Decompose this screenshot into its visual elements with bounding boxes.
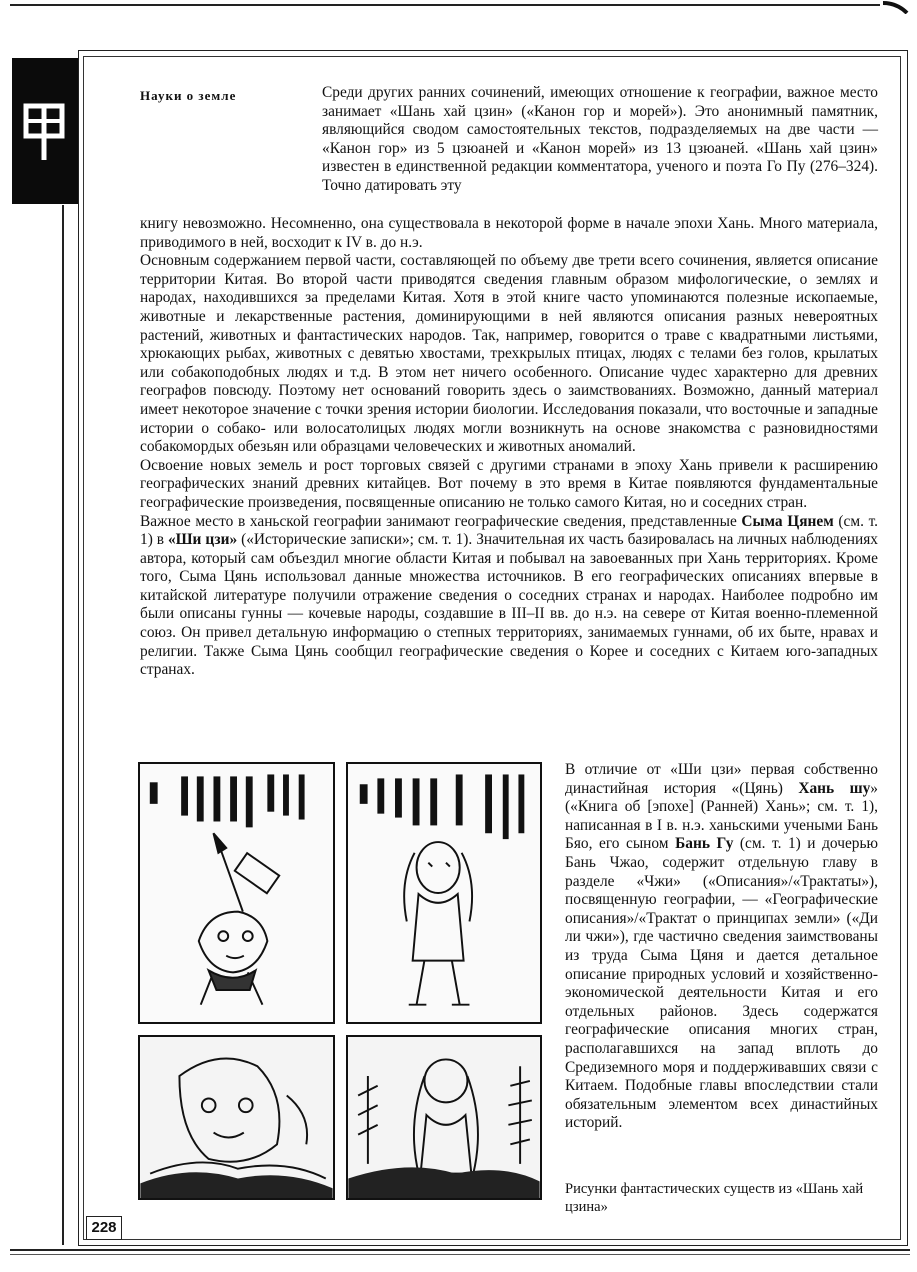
paragraph-4	[140, 513, 878, 680]
page-number: 228	[86, 1216, 122, 1240]
illustration-seated-headless-figure	[138, 1035, 335, 1200]
bottom-rule-thin	[10, 1254, 910, 1255]
paragraph-1-cont: книгу невозможно. Несомненно, она существовала в некоторой форме в начале эпохи Хань. Много материала, приводимого в ней, восходит к IV в. до н.э.	[140, 215, 878, 251]
paragraph-5	[565, 761, 878, 1133]
p5-text: В отличие от «Ши цзи» первая собственно династийная история «(Цянь)	[565, 761, 878, 797]
long-eared-figure-woodcut-icon	[348, 764, 540, 1022]
bottom-rule	[10, 1249, 910, 1251]
term-sima-qian: Сыма Цянем	[741, 512, 834, 530]
section-heading: Науки о земле	[140, 88, 237, 103]
figure-caption: Рисунки фантастических существ из «Шань хай цзина»	[565, 1181, 864, 1215]
margin-rule	[62, 205, 64, 1245]
long-eared-figure-seated-woodcut-icon	[348, 1037, 540, 1198]
illustration-long-eared-figure	[346, 762, 542, 1024]
side-column	[565, 761, 878, 1133]
paragraph-2: Основным содержанием первой части, составляющей по объему две трети всего сочинения, является описание территории Китая. Во второй части приводятся сведения главным образом мифологические, о землях и народах, находившихся за пределами Китая. Хотя в этой книге часто упоминаются полезные ископаемые, животные и лекарственные растения, доминирующими в ней являются описания разных невероятных растений, животных и фантастических народов. Так, например, говорится о траве с квадратными листьями, хрюкающих рыбах, животных с девятью хвостами, трехкрылых птицах, людях с телами без голов, крылатых или собакоподобных людях и т.д. В этом нет ничего особенного. Описание чудес характерно для древних географов повсюду. Поэтому нет оснований говорить здесь о заимствованиях. Возможно, данный материал имеет некоторое значение с точки зрения истории биологии. Исследования показали, что восточные и западные истории о собако- или волосатолицых людях могли возникнуть на основе знакомства с разновидностями собакомордых обезьян или образцами человеческих и животных аномалий.	[140, 252, 878, 456]
corner-flourish-icon	[883, 0, 909, 14]
headless-figure-seated-woodcut-icon	[140, 1037, 333, 1198]
main-column	[140, 215, 878, 680]
term-shi-ji: «Ши цзи»	[167, 531, 238, 549]
illustration-seated-long-eared-figure	[346, 1035, 542, 1200]
paragraph-3: Освоение новых земель и рост торговых связей с другими странами в эпоху Хань привели к расширению географических знаний древних китайцев. Вот почему в это время в Китае появляются фундаментальные географические произведения, посвященные описанию не только самого Китая, но и соседних стран.	[140, 456, 878, 511]
headless-warrior-woodcut-icon	[140, 764, 333, 1022]
term-han-shu: Хань шу	[798, 779, 871, 797]
top-rule	[10, 4, 880, 6]
intro-text: Среди других ранних сочинений, имеющих отношение к географии, важное место занимает «Шань хай цзин» («Канон гор и морей»). Это анонимный памятник, являющийся сводом самостоятельных текстов, подразделяемых на две части — «Канон гор» из 5 цзюаней и «Канон морей» из 13 цзюаней. «Шань хай цзин» известен в единственной редакции комментатора, ученого и поэта Го Пу (276–324). Точно датировать эту	[322, 84, 878, 194]
intro-paragraph	[322, 84, 878, 196]
p4-text: («Исторические записки»; см. т. 1). Значительная их часть базировалась на личных наблюдениях автора, который сам объездил многие области Китая и побывал на завоеванных при Хань территориях. Кроме того, Сыма Цянь использовал данные множества источников. В его географических описаниях впервые в китайской литературе получили отражение сведения о соседних странах и народах. Наиболее подробно им были описаны гунны — кочевые народы, создавшие в III–II вв. до н.э. на севере от Китая военно-племенной союз. Он привел детальную информацию о степных территориях, занимаемых гуннами, об их быте, нравах и религии. Также Сыма Цянь сообщил географические сведения о Корее и соседних с Китаем юго-западных странах.	[140, 531, 878, 679]
illustration-headless-warrior	[138, 762, 335, 1024]
p5-text: (см. т. 1) и дочерью Бань Чжао, содержит отдельную главу в разделе «Чжи» («Описания»/«Трактаты»), посвященную географии, — «Географические описания»/«Трактат о принципах земли» («Ди ли чжи»), где частично сведения заимствованы из труда Сыма Цяня и дается детальное описание природных условий и хозяйственно-экономической деятельности Китая и его отдельных районов. Здесь содержатся географические описания многих стран, располагавшихся на запад вплоть до Средиземного моря и поддерживавших связи с Китаем. Подобные главы впоследствии стали обязательным элементом всех династийных историй.	[565, 835, 878, 1132]
jia-glyph-icon	[20, 100, 68, 162]
p4-text: Важное место в ханьской географии занимают географические сведения, представленные	[140, 512, 742, 530]
term-ban-gu: Бань Гу	[675, 835, 734, 853]
p4-text: (см. т. 1) в	[140, 512, 878, 549]
p5-text: » («Книга об [эпохе] (Ранней) Хань»; см. т. 1), написанная в I в. н.э. ханьскими учеными Бань Бяо, его сыном	[565, 779, 878, 853]
